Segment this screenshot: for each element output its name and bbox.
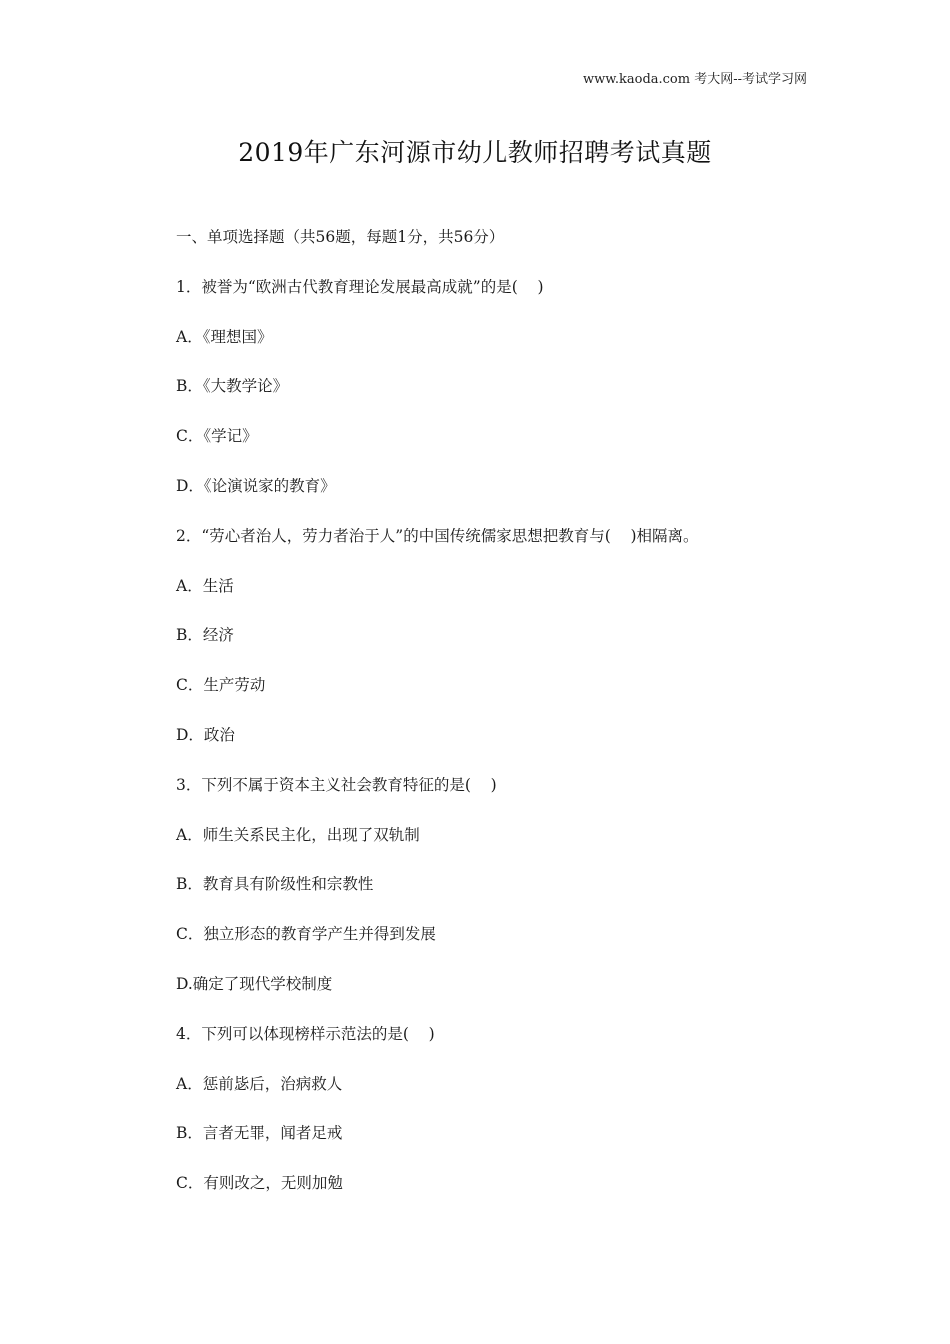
document-title: 2019年广东河源市幼儿教师招聘考试真题 [238, 138, 712, 167]
question-3 [176, 774, 816, 1023]
question-stem: 2．“劳心者治人，劳力者治于人”的中国传统儒家思想把教育与( )相隔离。 [176, 526, 699, 545]
question-stem: 4．下列可以体现榜样示范法的是( ) [176, 1024, 435, 1043]
option-c: C．独立形态的教育学产生并得到发展 [176, 925, 436, 944]
question-2 [176, 525, 816, 774]
option-d: D.确定了现代学校制度 [176, 974, 333, 993]
option-a: A．生活 [176, 576, 234, 595]
option-b: B．《大教学论》 [176, 377, 289, 396]
document-body [176, 226, 816, 1222]
option-a: A．《理想国》 [176, 327, 273, 346]
option-a: A．惩前毖后，治病救人 [176, 1074, 343, 1093]
question-1 [176, 276, 816, 525]
question-stem: 1．被誉为“欧洲古代教育理论发展最高成就”的是( ) [176, 277, 544, 296]
option-b: B．教育具有阶级性和宗教性 [176, 875, 374, 894]
site-header: www.kaoda.com 考大网--考试学习网 [583, 72, 807, 87]
option-a: A．师生关系民主化，出现了双轨制 [176, 825, 420, 844]
option-c: C．生产劳动 [176, 676, 266, 695]
question-4 [176, 1023, 816, 1222]
option-b: B．经济 [176, 626, 234, 645]
option-b: B．言者无罪，闻者足戒 [176, 1124, 343, 1143]
option-d: D．《论演说家的教育》 [176, 476, 336, 495]
option-c: C．有则改之，无则加勉 [176, 1174, 343, 1193]
option-d: D．政治 [176, 725, 235, 744]
option-c: C．《学记》 [176, 427, 258, 446]
section-heading: 一、单项选择题（共56题，每题1分，共56分） [176, 228, 505, 246]
question-stem: 3．下列不属于资本主义社会教育特征的是( ) [176, 775, 497, 794]
